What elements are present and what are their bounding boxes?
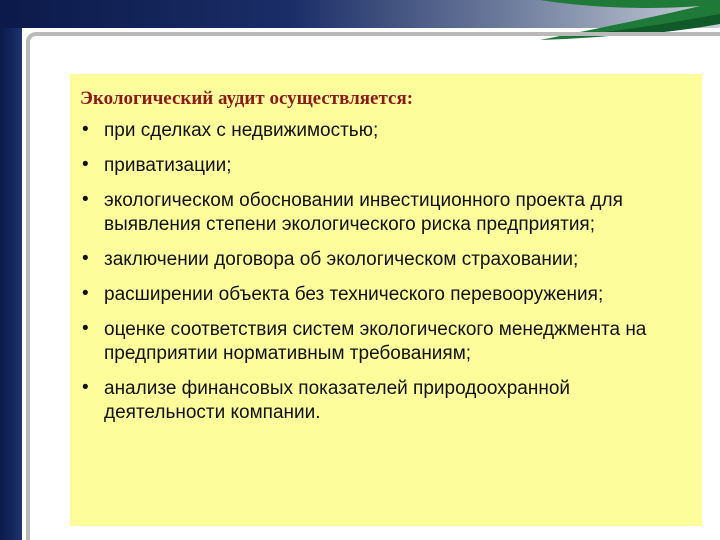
bullet-icon: • xyxy=(82,376,89,398)
slide-heading: Экологический аудит осуществляется: xyxy=(80,88,414,109)
list-item xyxy=(80,119,690,143)
list-item-text: оценке соответствия систем экологического менеджмента на предприятии нормативным требованиям; xyxy=(104,318,647,364)
list-item xyxy=(80,248,690,272)
left-decorative-bar xyxy=(0,0,22,540)
list-item-text: экологическом обосновании инвестиционного проекта для выявления степени экологического риска предприятия; xyxy=(104,189,623,235)
list-item xyxy=(80,377,690,425)
bullet-icon: • xyxy=(82,247,89,269)
bullet-icon: • xyxy=(82,118,89,140)
bullet-icon: • xyxy=(82,153,89,175)
list-item xyxy=(80,154,690,178)
list-item-text: расширении объекта без технического перевооружения; xyxy=(104,283,604,305)
list-item xyxy=(80,318,690,366)
bullet-icon: • xyxy=(82,317,89,339)
list-item-text: анализе финансовых показателей природоохранной деятельности компании. xyxy=(104,377,571,423)
list-item-text: заключении договора об экологическом страховании; xyxy=(104,248,579,270)
bullet-icon: • xyxy=(82,188,89,210)
list-item xyxy=(80,283,690,307)
content-panel xyxy=(70,74,702,526)
bullet-icon: • xyxy=(82,282,89,304)
list-item-text: при сделках с недвижимостью; xyxy=(104,119,379,141)
bullet-list xyxy=(80,119,690,425)
list-item-text: приватизации; xyxy=(104,154,232,176)
list-item xyxy=(80,189,690,237)
